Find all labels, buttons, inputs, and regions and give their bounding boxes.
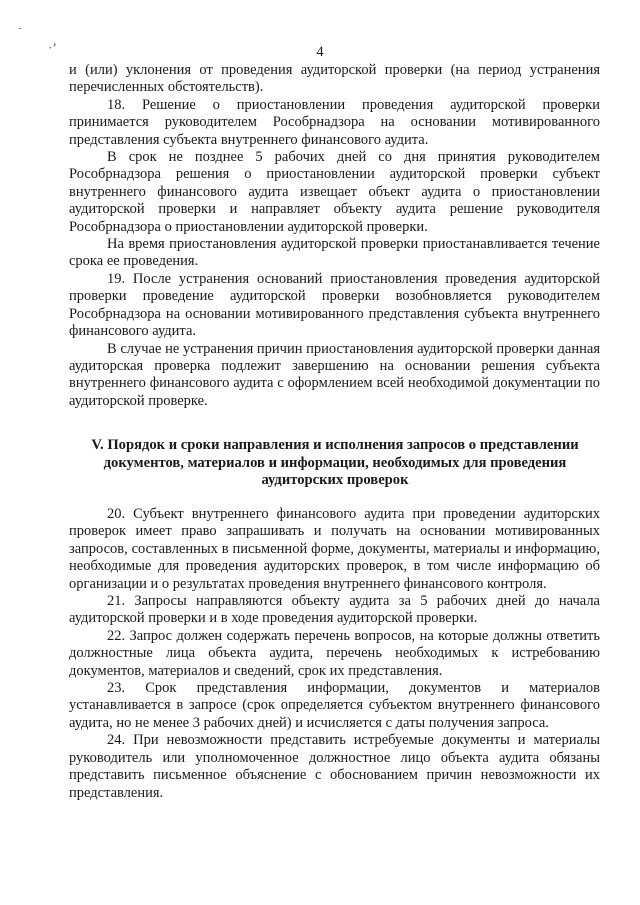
section-v-heading: V. Порядок и сроки направления и исполнения запросов о представлении документов, материалов и информации, необходимых для проведения аудиторских проверок bbox=[91, 437, 579, 488]
paragraph: 24. При невозможности представить истребуемые документы и материалы руководитель или уполномоченное должностное лицо объекта аудита обязаны представить письменное объяснение с обоснованием причин невозможности их представления. bbox=[69, 732, 600, 801]
paragraph: 21. Запросы направляются объекту аудита за 5 рабочих дней до начала аудиторской проверки и в ходе проведения аудиторской проверки. bbox=[69, 593, 600, 627]
corner-mark-secondary: - bbox=[18, 22, 22, 34]
corner-mark: ·’ bbox=[48, 40, 57, 55]
paragraph: 20. Субъект внутреннего финансового аудита при проведении аудиторских проверок имеет право запрашивать и получать на основании мотивированных запросов, составленных в письменной форме, документы, материалы и информацию, необходимые для проведения аудиторских проверок, в том числе информацию об организации и о результатах проведения внутреннего финансового контроля. bbox=[69, 506, 600, 592]
paragraph: 18. Решение о приостановлении проведения аудиторской проверки принимается руководителем Рособрнадзора на основании мотивированного представления субъекта внутреннего финансового аудита. bbox=[69, 96, 600, 148]
paragraph: 23. Срок представления информации, документов и материалов устанавливается в запросе (срок определяется субъектом внутреннего финансового аудита, но не менее 3 рабочих дней) и исчисляется с даты получения запроса. bbox=[69, 680, 600, 731]
paragraph: и (или) уклонения от проведения аудиторской проверки (на период устранения перечисленных обстоятельств). bbox=[69, 62, 600, 96]
page-number: 4 bbox=[316, 44, 324, 60]
paragraph: В случае не устранения причин приостановления аудиторской проверки данная аудиторская проверка подлежит завершению на основании решения субъекта внутреннего финансового аудита с оформлением всей необходимой документации по аудиторской проверке. bbox=[69, 340, 600, 409]
section-v-text bbox=[69, 506, 600, 802]
paragraph: В срок не позднее 5 рабочих дней со дня принятия руководителем Рособрнадзора решения о приостановлении аудиторской проверки субъект внутреннего финансового аудита извещает объект аудита о приостановлении аудиторской проверки и направляет объекту аудита решение руководителя Рособрнадзора о приостановлении аудиторской проверки. bbox=[69, 149, 600, 235]
paragraph: 19. После устранения оснований приостановления проведения аудиторской проверки проведение аудиторской проверки возобновляется руководителем Рособрнадзора на основании мотивированного представления субъекта внутреннего финансового аудита. bbox=[69, 270, 600, 340]
paragraph: На время приостановления аудиторской проверки приостанавливается течение срока ее проведения. bbox=[69, 236, 600, 270]
section-a-text bbox=[69, 62, 600, 410]
paragraph: 22. Запрос должен содержать перечень вопросов, на которые должны ответить должностные лица объекта аудита, перечень необходимых к истребованию документов, материалов и сведений, срок их представления. bbox=[69, 627, 600, 679]
